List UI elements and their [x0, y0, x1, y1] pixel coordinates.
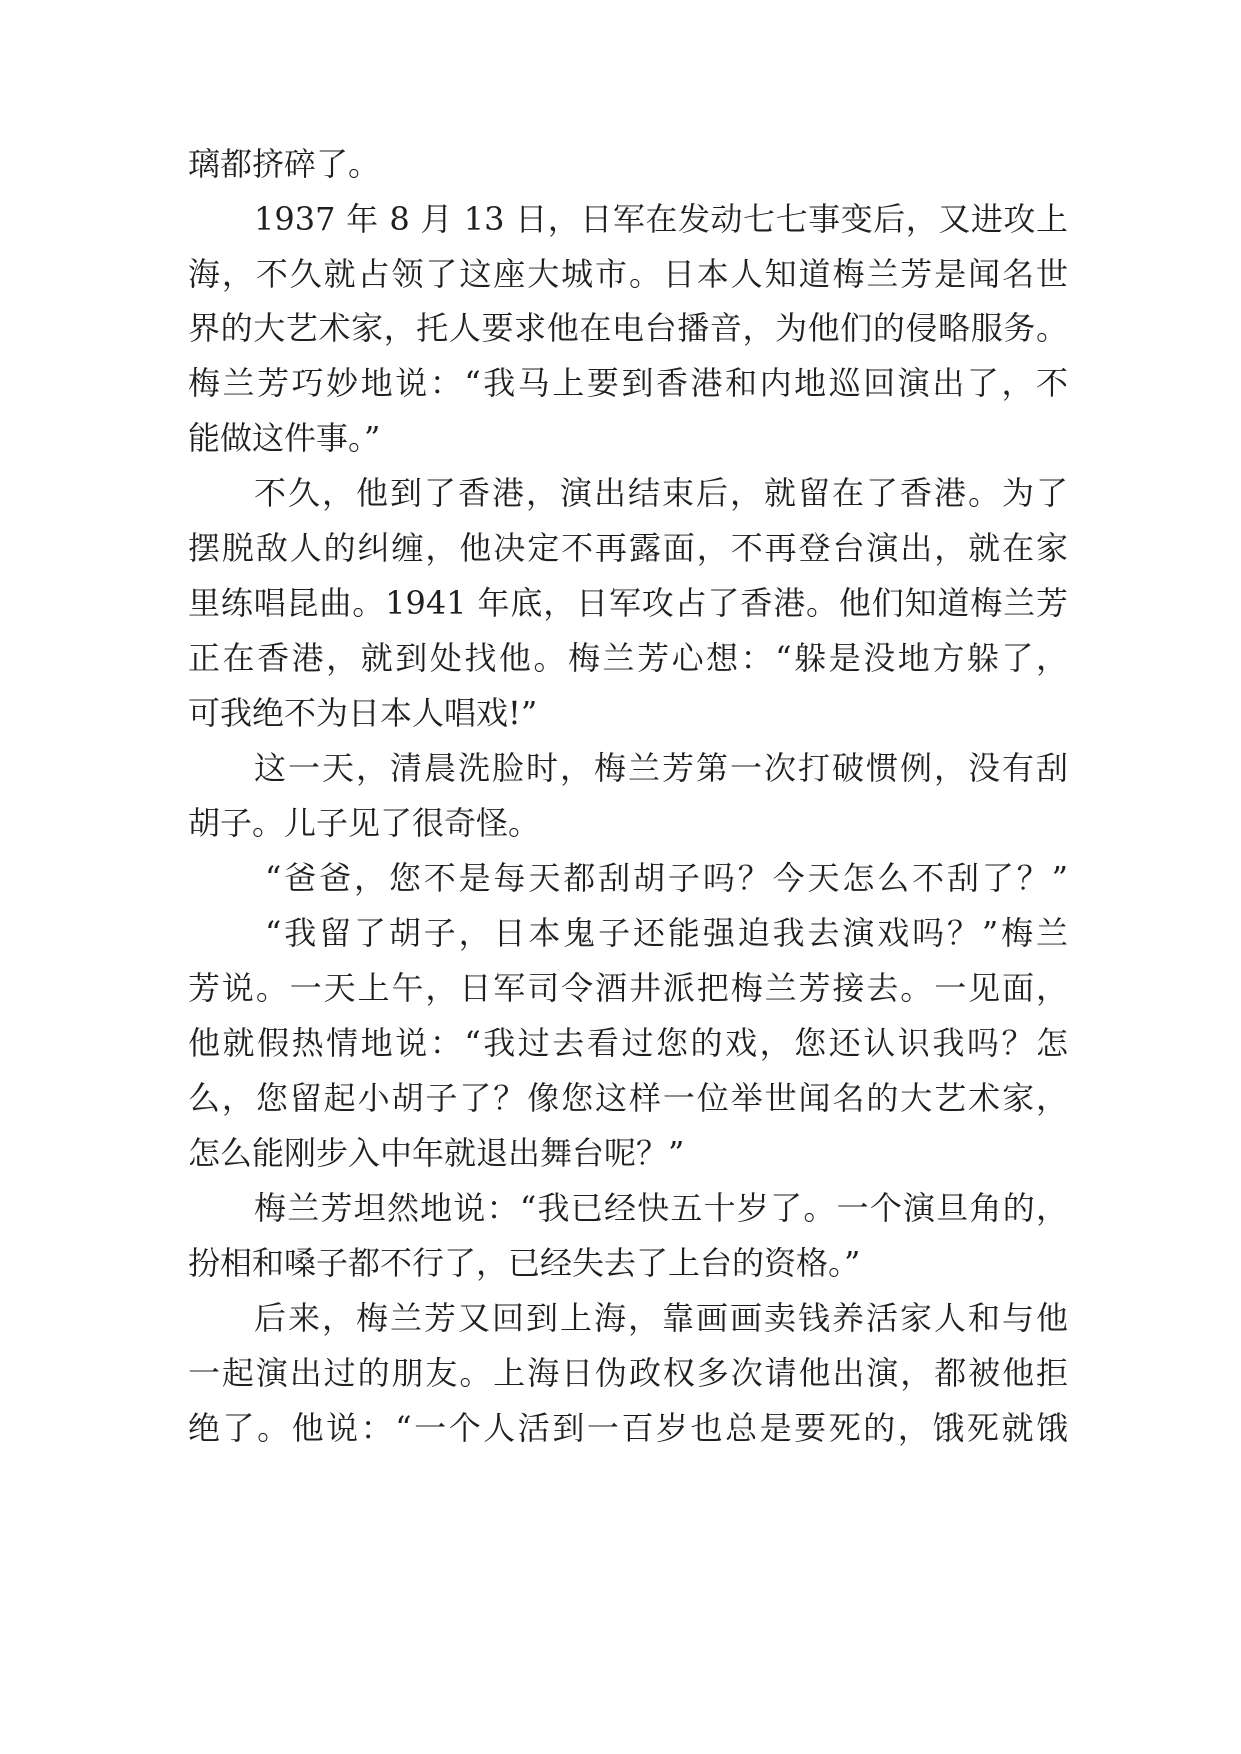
text-line: 正在香港，就到处找他。梅兰芳心想：“躲是没地方躲了，: [188, 639, 1068, 677]
text-line: 芳说。一天上午，日军司令酒井派把梅兰芳接去。一见面，: [188, 969, 1068, 1007]
text-line: 璃都挤碎了。: [188, 145, 381, 183]
text-line: 这一天，清晨洗脸时，梅兰芳第一次打破惯例，没有刮: [254, 749, 1068, 787]
text-line: 1937 年 8 月 13 日，日军在发动七七事变后，又进攻上: [254, 200, 1068, 238]
text-line: 梅兰芳巧妙地说：“我马上要到香港和内地巡回演出了，不: [188, 364, 1068, 402]
text-line: 能做这件事。”: [188, 419, 381, 457]
text-line: 不久，他到了香港，演出结束后，就留在了香港。为了: [254, 474, 1068, 512]
text-line: 胡子。儿子见了很奇怪。: [188, 804, 541, 842]
text-line: “爸爸，您不是每天都刮胡子吗？今天怎么不刮了？”: [265, 859, 1068, 897]
text-line: 界的大艺术家，托人要求他在电台播音，为他们的侵略服务。: [188, 309, 1068, 347]
text-line: 海，不久就占领了这座大城市。日本人知道梅兰芳是闻名世: [188, 255, 1068, 293]
text-line: 可我绝不为日本人唱戏!”: [188, 694, 538, 732]
text-line: 么，您留起小胡子了？像您这样一位举世闻名的大艺术家，: [188, 1079, 1068, 1117]
text-line: 里练唱昆曲。1941 年底，日军攻占了香港。他们知道梅兰芳: [188, 584, 1068, 622]
text-line: 摆脱敌人的纠缠，他决定不再露面，不再登台演出，就在家: [188, 529, 1068, 567]
text-line: 扮相和嗓子都不行了，已经失去了上台的资格。”: [188, 1244, 861, 1282]
text-line: 他就假热情地说：“我过去看过您的戏，您还认识我吗？怎: [188, 1024, 1068, 1062]
text-line: 后来，梅兰芳又回到上海，靠画画卖钱养活家人和与他: [254, 1299, 1068, 1337]
text-line: 怎么能刚步入中年就退出舞台呢？”: [188, 1134, 685, 1172]
text-line: 绝了。他说：“一个人活到一百岁也总是要死的，饿死就饿: [188, 1409, 1068, 1447]
text-line: “我留了胡子，日本鬼子还能强迫我去演戏吗？”梅兰: [265, 914, 1068, 952]
text-line: 梅兰芳坦然地说：“我已经快五十岁了。一个演旦角的，: [254, 1189, 1068, 1227]
text-line: 一起演出过的朋友。上海日伪政权多次请他出演，都被他拒: [188, 1354, 1068, 1392]
